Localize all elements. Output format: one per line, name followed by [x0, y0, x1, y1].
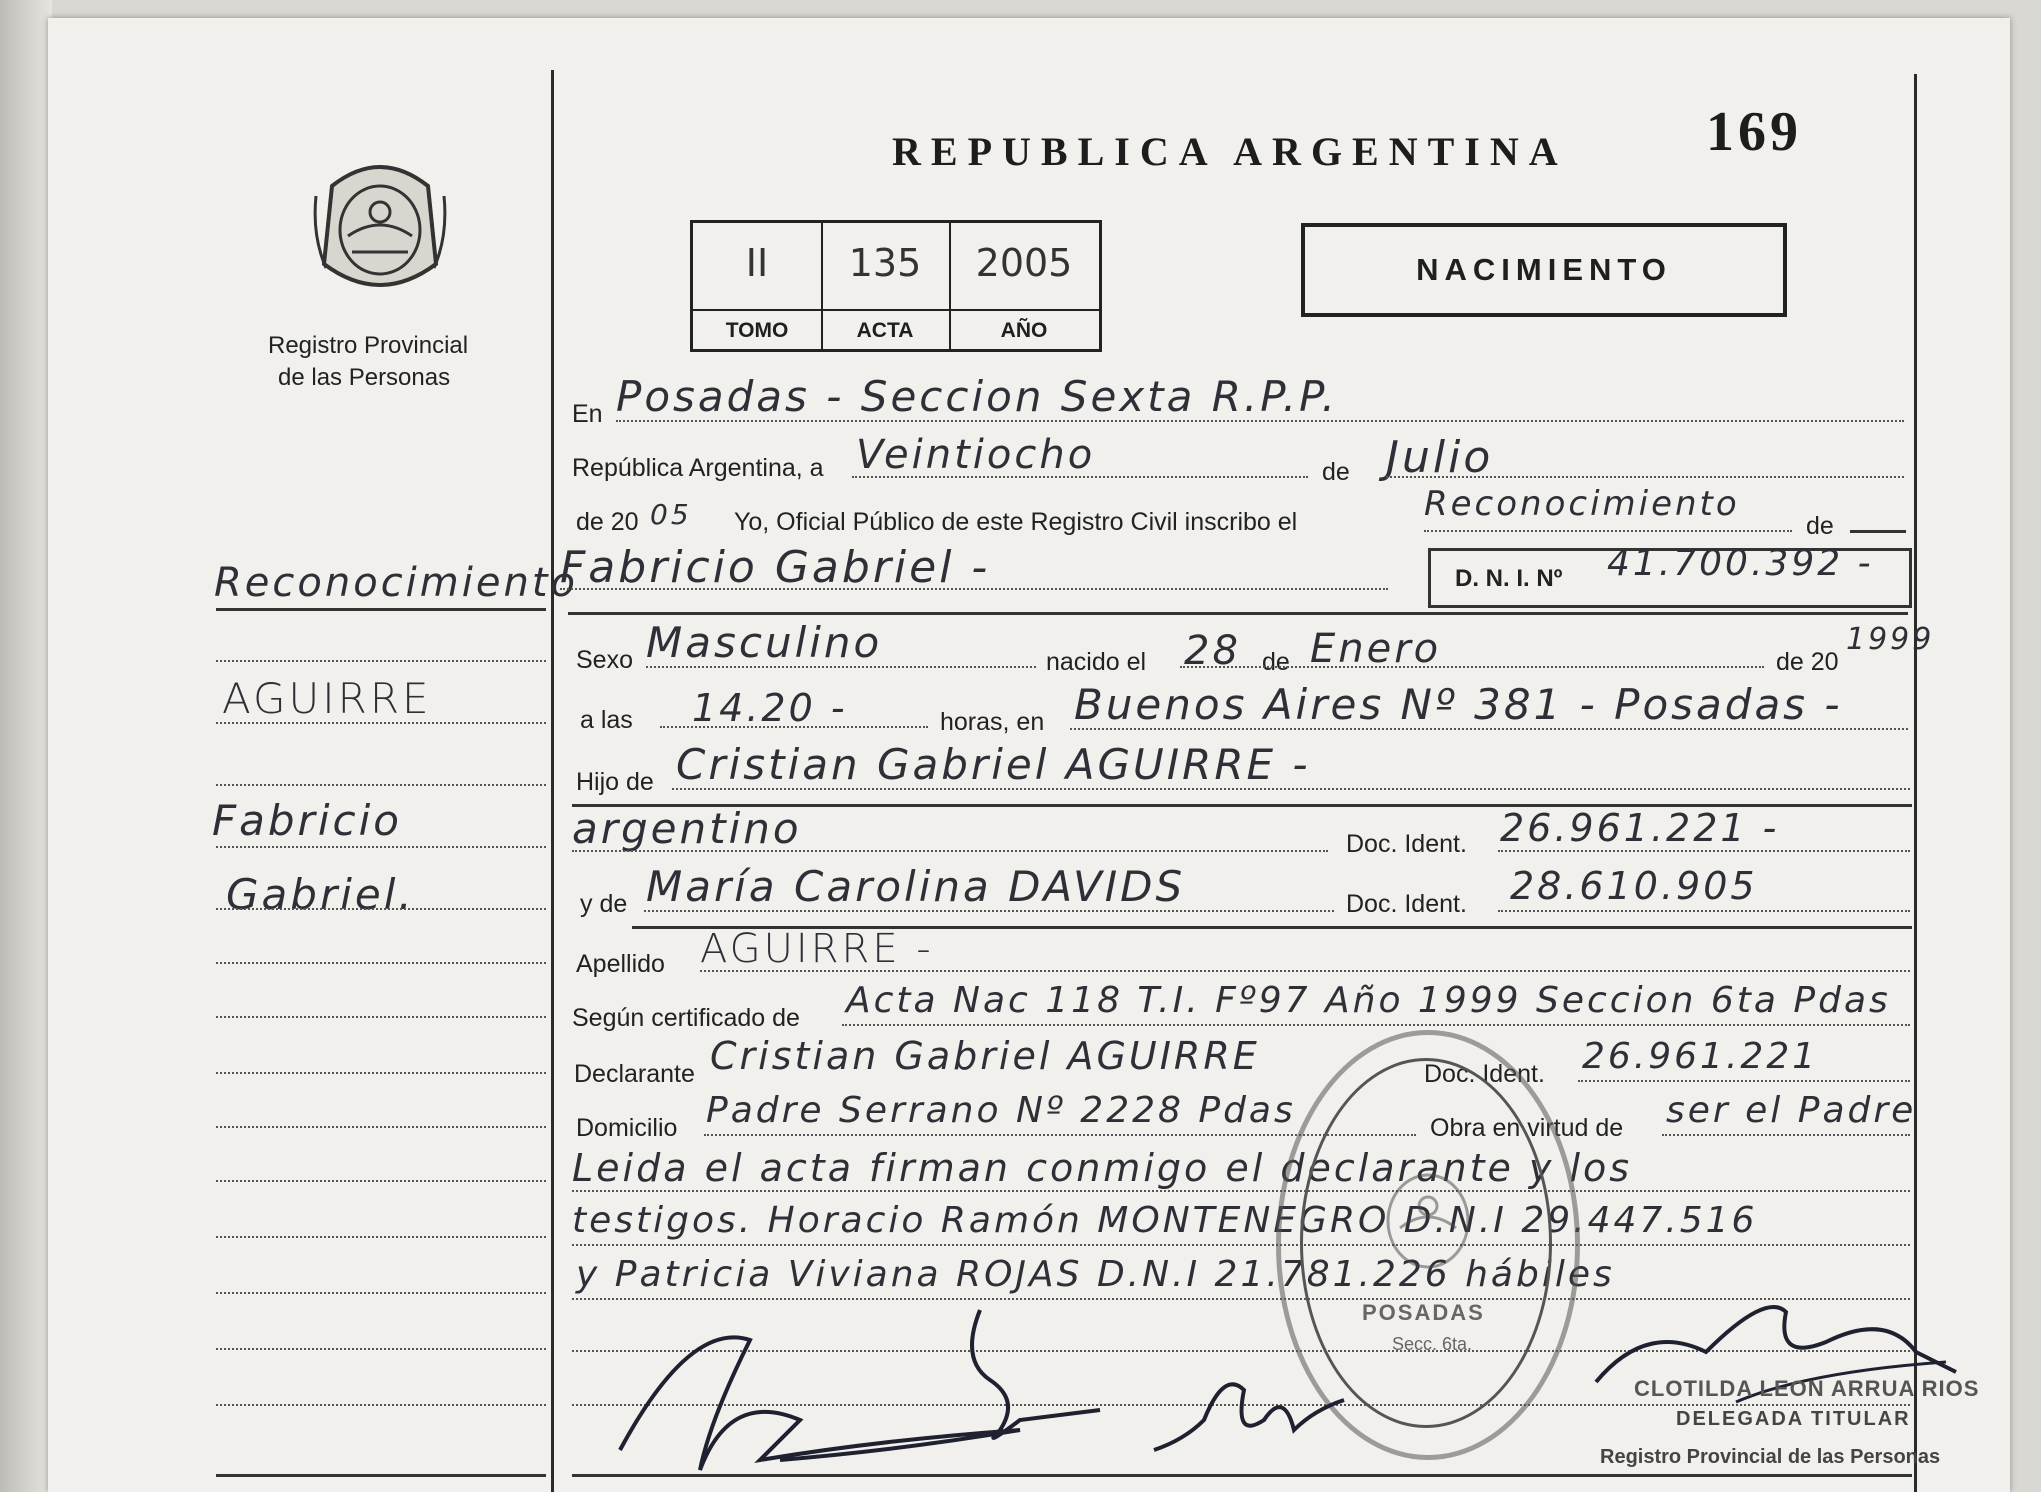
provincial-seal-icon	[312, 156, 448, 300]
birth-month: Enero	[1310, 626, 1442, 672]
inscribe-line	[1424, 530, 1792, 532]
margin-second-name: Gabriel.	[226, 870, 415, 919]
margin-dotted-line	[216, 1016, 546, 1018]
birth-place-line	[1070, 728, 1908, 730]
declarant-signature	[600, 1300, 1140, 1492]
hour-value: 14.20 -	[692, 686, 848, 730]
en-label: En	[572, 400, 603, 428]
de-label: de	[1322, 458, 1350, 486]
de-year-label: de 20	[1776, 648, 1839, 676]
margin-dotted-line	[216, 722, 546, 724]
obra-value: ser el Padre	[1666, 1090, 1917, 1131]
margin-rule	[216, 1474, 546, 1477]
notes-rule-2	[572, 1244, 1910, 1246]
notes-rule-1	[572, 1190, 1910, 1192]
mother-line	[644, 910, 1334, 912]
acta-value: 135	[848, 241, 922, 285]
notes-line-3: y Patricia Viviana ROJAS D.N.I 21.781.226 hábiles	[576, 1254, 1615, 1295]
acta-label: ACTA	[856, 319, 914, 342]
mother-doc: 28.610.905	[1510, 864, 1758, 908]
margin-dotted-line	[216, 660, 546, 662]
tomo-value: II	[745, 241, 769, 285]
notes-line-1: Leida el acta firman conmigo el declarante y los	[572, 1146, 1633, 1190]
inscribe-type: Reconocimiento	[1424, 484, 1740, 524]
child-name: Fabricio Gabriel -	[560, 542, 991, 593]
official-name: CLOTILDA LEON ARRUA RIOS	[1634, 1376, 1980, 1401]
sexo-value: Masculino	[646, 618, 883, 667]
margin-dotted-line	[216, 784, 546, 786]
declarante-label: Declarante	[574, 1060, 695, 1088]
anio-value: 2005	[975, 241, 1073, 285]
stamp-emblem-icon	[1378, 1166, 1478, 1276]
day-line	[852, 476, 1308, 478]
birth-day: 28	[1184, 628, 1241, 674]
de2-line	[1850, 530, 1906, 533]
witness-signature	[1144, 1350, 1364, 1470]
margin-dotted-line	[216, 908, 546, 910]
tomo-cell	[693, 223, 823, 349]
margin-dotted-line	[216, 1236, 546, 1238]
year-prefix: de 20	[576, 508, 639, 536]
mother-doc-line	[1498, 910, 1910, 912]
birth-year: 1999	[1846, 622, 1935, 657]
sexo-line	[646, 666, 1036, 668]
de3-label: de	[1262, 648, 1290, 676]
mother-name: María Carolina DAVIDS	[646, 862, 1186, 911]
previous-page-edge	[0, 0, 52, 1492]
registry-name-line2: de las Personas	[278, 364, 451, 391]
official-role: DELEGADA TITULAR	[1676, 1408, 1911, 1430]
horas-label: horas, en	[940, 708, 1045, 736]
doc-label-mother: Doc. Ident.	[1346, 890, 1467, 918]
officer-text: Yo, Oficial Público de este Registro Civil inscribo el	[734, 508, 1298, 536]
father-doc: 26.961.221 -	[1500, 806, 1780, 850]
anio-cell	[949, 223, 1099, 349]
year-suffix: 05	[650, 498, 692, 531]
document-title: REPUBLICA ARGENTINA	[892, 129, 1568, 174]
doc-label-father: Doc. Ident.	[1346, 830, 1467, 858]
margin-dotted-line	[216, 846, 546, 848]
right-border	[1914, 74, 1917, 1492]
act-type-box: NACIMIENTO	[1301, 223, 1787, 317]
registry-name-line1: Registro Provincial	[268, 332, 469, 359]
margin-dotted-line	[216, 1072, 546, 1074]
certificado-value: Acta Nac 118 T.I. Fº97 Año 1999 Seccion 6ta Pdas	[846, 980, 1891, 1021]
margin-rule	[216, 608, 546, 611]
dni-box	[1428, 543, 1912, 608]
stamp-section: Secc. 6ta.	[1392, 1334, 1473, 1354]
section-rule	[568, 612, 1908, 615]
hour-line	[660, 726, 928, 728]
child-name-line	[560, 588, 1388, 590]
decl-doc-label: Doc. Ident.	[1424, 1060, 1545, 1088]
domicilio-label: Domicilio	[576, 1114, 678, 1142]
margin-note: Reconocimiento	[214, 560, 578, 606]
dni-value: 41.700.392 -	[1607, 543, 1874, 584]
declarante-value: Cristian Gabriel AGUIRRE	[710, 1034, 1260, 1078]
obra-line	[1662, 1134, 1910, 1136]
dni-label: D. N. I. Nº	[1455, 565, 1563, 592]
record-number-box	[690, 220, 1102, 352]
margin-surname: AGUIRRE	[222, 674, 432, 723]
obra-label: Obra en virtud de	[1430, 1114, 1624, 1142]
republica-label: República Argentina, a	[572, 454, 824, 482]
sexo-label: Sexo	[576, 646, 633, 674]
tomo-label: TOMO	[725, 319, 789, 342]
apellido-line	[700, 970, 1910, 972]
margin-dotted-line	[216, 1180, 546, 1182]
margin-dotted-line	[216, 1404, 546, 1406]
de2-label: de	[1806, 512, 1834, 540]
margin-dotted-line	[216, 1292, 546, 1294]
margin-first-name: Fabricio	[212, 796, 402, 845]
birth-place: Buenos Aires Nº 381 - Posadas -	[1074, 680, 1843, 729]
apellido-value: AGUIRRE -	[700, 926, 934, 972]
father-name: Cristian Gabriel AGUIRRE -	[676, 740, 1311, 789]
margin-dotted-line	[216, 962, 546, 964]
nationality-line	[572, 850, 1328, 852]
hijo-label: Hijo de	[576, 768, 654, 796]
month-value: Julio	[1386, 432, 1494, 483]
father-line	[672, 788, 1910, 790]
y-de-label: y de	[580, 890, 628, 918]
day-value: Veintiocho	[856, 432, 1096, 478]
apellido-label: Apellido	[576, 950, 665, 978]
margin-divider	[551, 70, 554, 1492]
official-org: Registro Provincial de las Personas	[1600, 1446, 1941, 1468]
stamp-city: POSADAS	[1362, 1300, 1485, 1325]
a-las-label: a las	[580, 706, 633, 734]
place-value: Posadas - Seccion Sexta R.P.P.	[616, 372, 1339, 421]
father-nationality: argentino	[572, 804, 802, 853]
notes-line-2: testigos. Horacio Ramón MONTENEGRO D.N.I 29.447.516	[572, 1200, 1758, 1241]
domicilio-value: Padre Serrano Nº 2228 Pdas	[706, 1090, 1296, 1131]
father-doc-line	[1498, 850, 1910, 852]
month-line	[1386, 476, 1904, 478]
folio-number: 169	[1706, 101, 1802, 163]
margin-dotted-line	[216, 1126, 546, 1128]
acta-cell	[821, 223, 951, 349]
margin-dotted-line	[216, 1348, 546, 1350]
declarante-doc: 26.961.221	[1582, 1036, 1819, 1077]
place-line	[616, 420, 1904, 422]
certificado-line	[842, 1024, 1910, 1026]
nacido-label: nacido el	[1046, 648, 1147, 676]
segun-label: Según certificado de	[572, 1004, 800, 1032]
anio-label: AÑO	[1000, 319, 1048, 342]
birth-line	[1180, 666, 1764, 668]
decl-doc-line	[1578, 1080, 1910, 1082]
